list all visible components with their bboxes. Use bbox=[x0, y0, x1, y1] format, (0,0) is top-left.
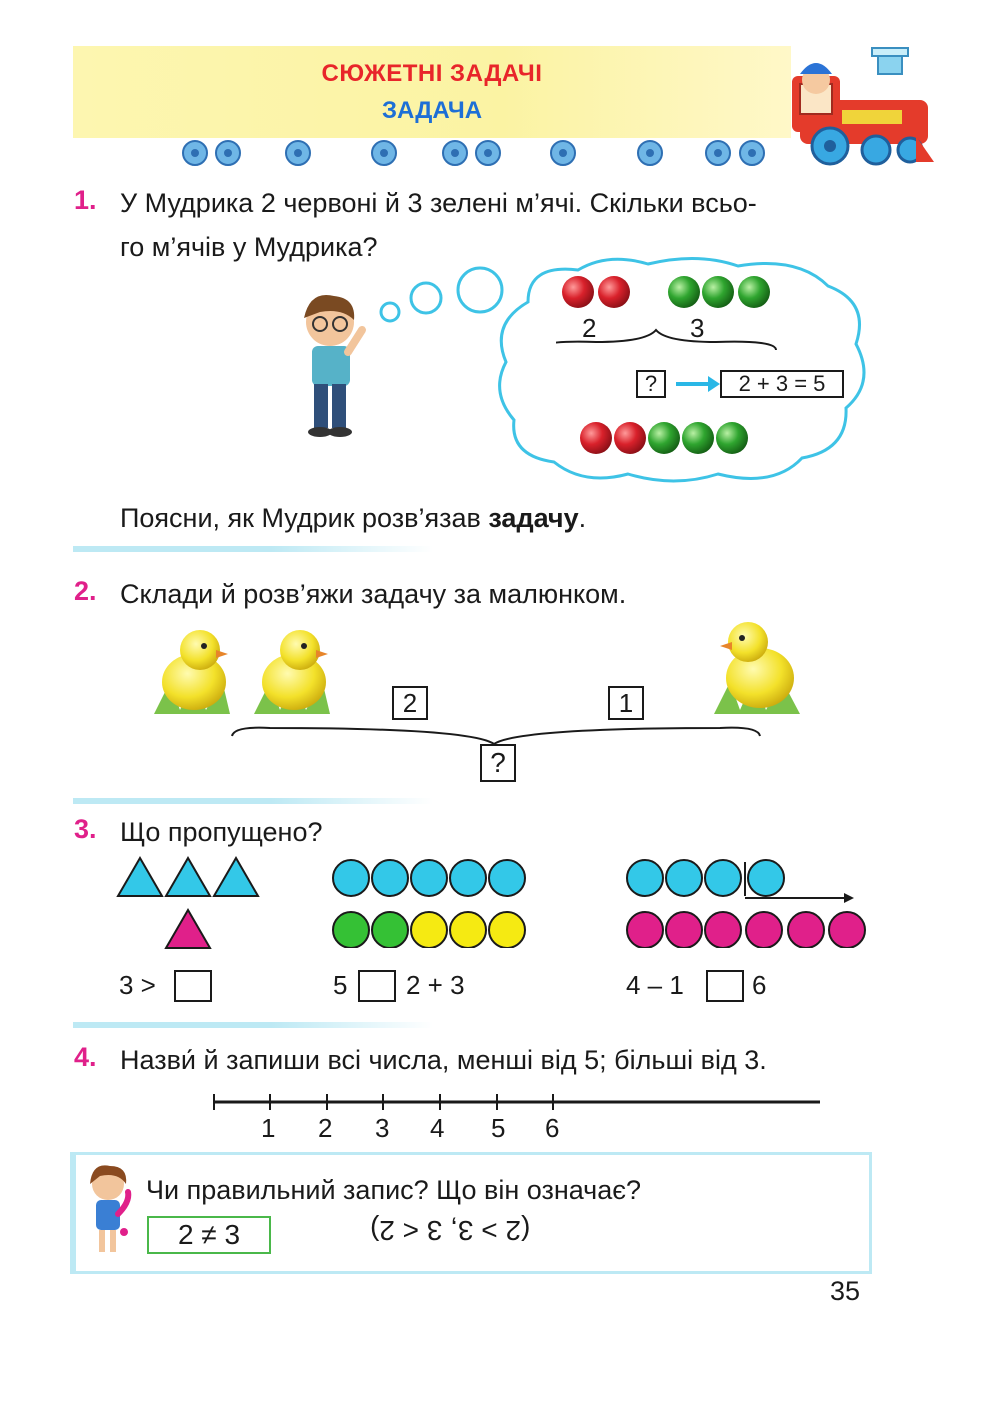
chick-3 bbox=[714, 622, 800, 714]
question-box: ? bbox=[636, 370, 666, 398]
explain-text: Поясни, як Мудрик розв’язав bbox=[120, 503, 489, 533]
result-balls-group bbox=[580, 422, 748, 454]
triangles-group bbox=[116, 856, 262, 952]
expr2-right: 2 + 3 bbox=[406, 970, 465, 1000]
tick-label: 2 bbox=[318, 1113, 333, 1143]
tick-label: 3 bbox=[375, 1113, 390, 1143]
green-balls-group bbox=[668, 276, 770, 308]
task1-text-line2: го м’ячів у Мудрика? bbox=[120, 232, 378, 262]
section-divider bbox=[73, 1022, 433, 1028]
task2-text: Склади й розв’яжи задачу за малюнком. bbox=[120, 579, 627, 609]
task-number: 1. bbox=[74, 185, 97, 215]
task3-text: Що пропущено? bbox=[120, 817, 323, 847]
task1-explain bbox=[120, 498, 586, 538]
green-count-label: 3 bbox=[690, 313, 705, 343]
page-number: 35 bbox=[830, 1276, 861, 1306]
tick-label: 1 bbox=[261, 1113, 276, 1143]
chick-1 bbox=[154, 630, 230, 714]
inverted-answer: (2 > 3, 3 < 2) bbox=[370, 1215, 531, 1246]
circles-group-3 bbox=[622, 858, 872, 948]
task1-text-line1: У Мудрика 2 червоні й 3 зелені м’ячі. Скільки всьо- bbox=[120, 188, 757, 218]
answer-box-2[interactable] bbox=[358, 970, 396, 1002]
section-subtitle: ЗАДАЧА bbox=[381, 97, 483, 124]
expr3-right: 6 bbox=[752, 970, 767, 1000]
expression-box: 2 ≠ 3 bbox=[147, 1216, 271, 1254]
task1-diagram bbox=[556, 272, 856, 462]
train-locomotive-image bbox=[786, 40, 936, 170]
answer-box-1[interactable] bbox=[174, 970, 212, 1002]
section-divider bbox=[73, 798, 433, 804]
expr2-left: 5 bbox=[333, 970, 348, 1000]
task-number: 2. bbox=[74, 576, 97, 606]
chicks-illustration bbox=[150, 620, 820, 720]
circles-group-2 bbox=[330, 858, 530, 948]
total-question-box: ? bbox=[480, 744, 516, 782]
red-balls-group bbox=[562, 276, 630, 308]
expr3-left: 4 – 1 bbox=[626, 970, 684, 1000]
answer-box-3[interactable] bbox=[706, 970, 744, 1002]
girl-question-icon bbox=[84, 1162, 136, 1258]
count-box-right: 1 bbox=[608, 686, 644, 720]
count-box-left: 2 bbox=[392, 686, 428, 720]
equation-box: 2 + 3 = 5 bbox=[720, 370, 844, 398]
task-number: 4. bbox=[74, 1042, 97, 1072]
task4-text: Назви́ й запиши всі числа, менші від 5; більші від 3. bbox=[120, 1045, 767, 1075]
section-title: СЮЖЕТНІ ЗАДАЧІ bbox=[321, 60, 543, 87]
red-count-label: 2 bbox=[582, 313, 597, 343]
chick-2 bbox=[254, 630, 330, 714]
tick-label: 6 bbox=[545, 1113, 560, 1143]
explain-period: . bbox=[578, 503, 587, 533]
section-divider bbox=[73, 546, 433, 552]
boy-character-image bbox=[290, 290, 370, 440]
expr1-left: 3 > bbox=[119, 970, 156, 1000]
train-wheels-decoration bbox=[170, 136, 790, 168]
footer-question: Чи правильний запис? Що він означає? bbox=[146, 1175, 642, 1205]
explain-bold-word: задачу bbox=[488, 503, 579, 533]
task-number: 3. bbox=[74, 814, 97, 844]
tick-label: 5 bbox=[491, 1113, 506, 1143]
tick-label: 4 bbox=[430, 1113, 445, 1143]
number-line bbox=[210, 1090, 824, 1114]
